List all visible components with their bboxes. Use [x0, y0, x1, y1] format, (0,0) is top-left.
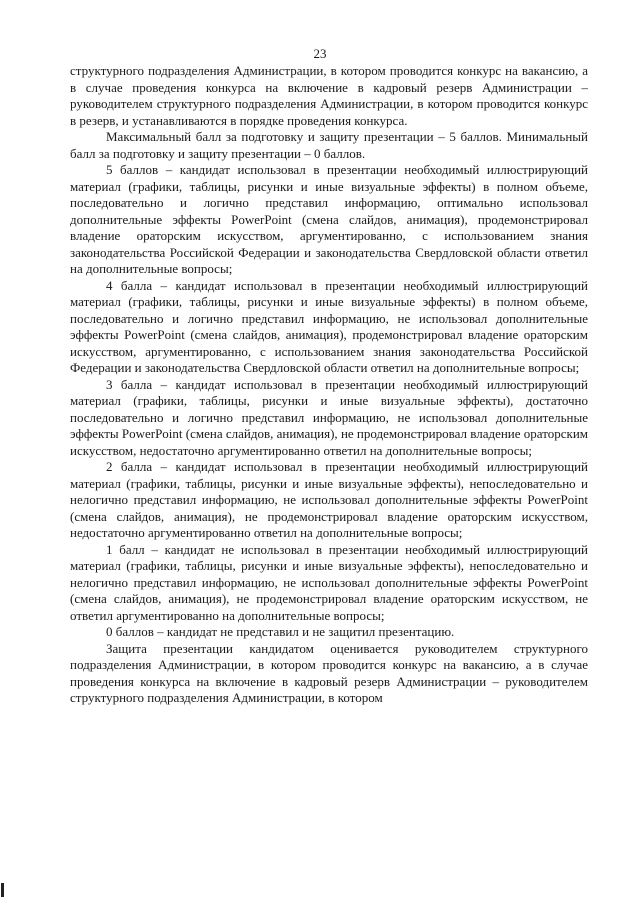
paragraph-score-5: 5 баллов – кандидат использовал в презентации необходимый иллюстрирующий материал (графики, таблицы, рисунки и иные визуальные эффекты) в полном объеме, последовательно и логично представил информацию, оптимально использовал дополнительные эффекты PowerPoint (смена слайдов, анимация), продемонстрировал владение ораторским искусством, аргументированно, с использованием знания законодательства Российской Федерации и законодательства Свердловской области ответил на дополнительные вопросы; — [70, 162, 588, 276]
page-number: 23 — [313, 46, 327, 61]
paragraph-score-2: 2 балла – кандидат использовал в презентации необходимый иллюстрирующий материал (графики, таблицы, рисунки и иные визуальные эффекты), непоследовательно и нелогично представил информацию, не использовал дополнительные эффекты PowerPoint (смена слайдов, анимация), не продемонстрировал владение ораторским искусством, недостаточно аргументированно ответил на дополнительные вопросы; — [70, 459, 588, 540]
paragraph-evaluation: Защита презентации кандидатом оценивается руководителем структурного подразделения Администрации, в котором проводится конкурс на вакансию, а в случае проведения конкурса на включение в кадровый резерв Администрации – руководителем структурного подразделения Администрации, в котором — [70, 640, 588, 705]
paragraph-score-1: 1 балл – кандидат не использовал в презентации необходимый иллюстрирующий материал (графики, таблицы, рисунки и иные визуальные эффекты), непоследовательно и нелогично представил информацию, не использовал дополнительные эффекты PowerPoint (смена слайдов, анимация), не продемонстрировал владение ораторским искусством, не ответил аргументированно на дополнительные вопросы; — [70, 541, 588, 623]
paragraph-score-0: 0 баллов – кандидат не представил и не защитил презентацию. — [106, 624, 455, 639]
paragraph-continuation: структурного подразделения Администрации, в котором проводится конкурс на вакансию, а в случае проведения конкурса на включение в кадровый резерв Администрации – руководителем структурного подразделения Администрации, в котором проводится конкурс в резерв, и устанавливаются в порядке проведения конкурса. — [70, 63, 588, 128]
paragraph-score-4: 4 балла – кандидат использовал в презентации необходимый иллюстрирующий материал (графики, таблицы, рисунки и иные визуальные эффекты) в полном объеме, последовательно и логично представил информацию, не использовал дополнительные эффекты PowerPoint (смена слайдов, анимация), продемонстрировал владение ораторским искусством, аргументированно, с использованием знания законодательства Российской Федерации и законодательства Свердловской области ответил на дополнительные вопросы; — [70, 277, 588, 375]
paragraph-max-min-score: Максимальный балл за подготовку и защиту презентации – 5 баллов. Минимальный балл за подготовку и защиту презентации – 0 баллов. — [70, 129, 588, 161]
paragraph-score-3: 3 балла – кандидат использовал в презентации необходимый иллюстрирующий материал (графики, таблицы, рисунки и иные визуальные эффекты), достаточно последовательно и логично представил информацию, не использовал дополнительные эффекты PowerPoint (смена слайдов, анимация), не продемонстрировал владение ораторским искусством, недостаточно аргументированно ответил на дополнительные вопросы; — [70, 376, 588, 458]
document-body — [70, 63, 588, 707]
scan-edge-mark — [1, 883, 4, 897]
